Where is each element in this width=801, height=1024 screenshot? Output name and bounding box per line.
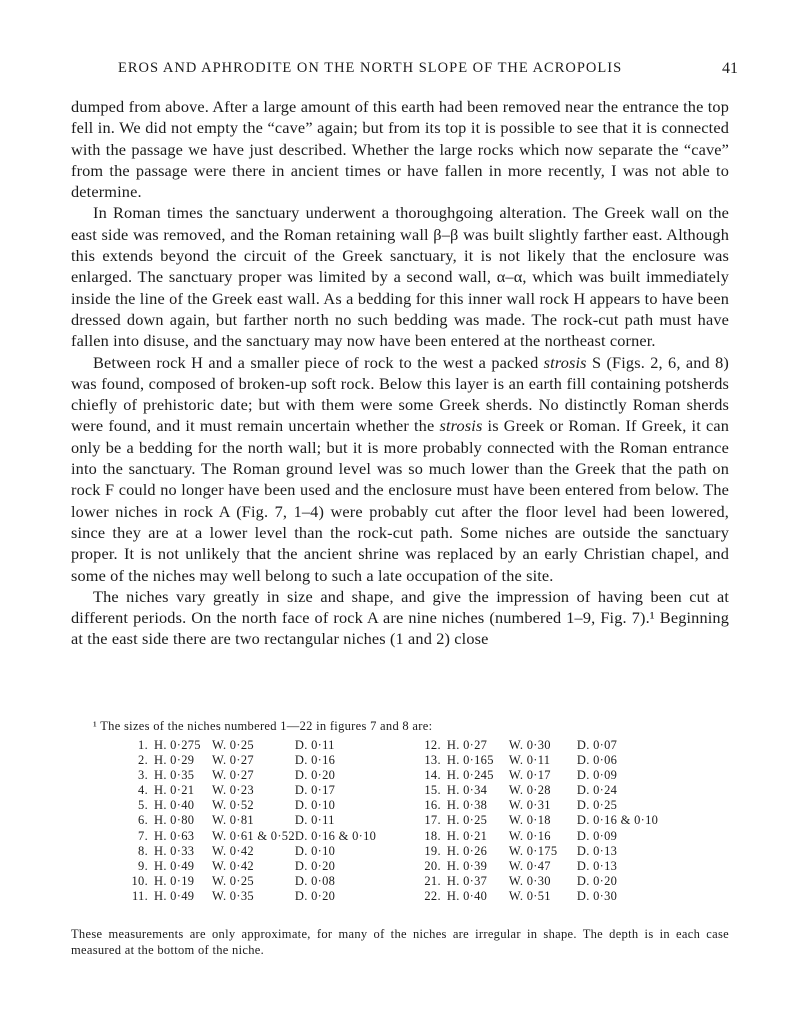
niche-number-cell: 19. [424,843,441,858]
depth-cell: D. 0·09 [576,828,618,843]
width-cell: W. 0·42 [212,843,254,858]
depth-cell: D. 0·10 [294,843,336,858]
width-cell: W. 0·30 [508,873,551,888]
height-cell: H. 0·25 [446,813,488,828]
height-cell: H. 0·29 [154,753,195,768]
niche-number-cell: 8. [138,843,148,858]
height-cell: H. 0·34 [446,783,488,798]
height-cell: H. 0·165 [446,753,494,768]
niche-number-cell: 11. [131,888,148,903]
height-cell: H. 0·21 [154,783,195,798]
running-title: EROS AND APHRODITE ON THE NORTH SLOPE OF THE ACROPOLIS [118,60,623,76]
table-row [118,783,658,798]
width-cell: W. 0·61 & 0·52 [212,828,295,843]
width-cell: W. 0·27 [212,768,254,783]
width-cell: W. 0·11 [508,753,551,768]
depth-cell: D. 0·16 & 0·10 [576,813,659,828]
width-cell: W. 0·52 [212,798,254,813]
depth-cell: D. 0·20 [294,768,336,783]
table-row [118,738,658,753]
depth-cell: D. 0·10 [294,798,336,813]
height-cell: H. 0·26 [446,843,488,858]
niche-number-cell: 21. [424,873,441,888]
height-cell: H. 0·80 [154,813,195,828]
table-row [118,829,658,844]
height-cell: H. 0·21 [446,828,488,843]
italic-term: strosis [543,352,587,372]
niche-number-cell: 22. [424,888,441,903]
niche-number-cell: 20. [424,858,441,873]
body-text [71,96,729,650]
height-cell: H. 0·33 [154,843,195,858]
niche-number-cell: 10. [131,873,148,888]
depth-cell: D. 0·06 [576,753,618,768]
footnote-note [71,926,729,958]
width-cell: W. 0·81 [212,813,254,828]
table-row [118,874,658,889]
italic-term: strosis [439,416,483,436]
height-cell: H. 0·63 [154,828,195,843]
width-cell: W. 0·47 [508,858,551,873]
depth-cell: D. 0·16 & 0·10 [294,828,377,843]
table-row [118,753,658,768]
height-cell: H. 0·39 [446,858,488,873]
niche-number-cell: 9. [138,858,148,873]
niche-number-cell: 15. [424,783,441,798]
niche-measurements-table [118,738,658,904]
depth-cell: D. 0·13 [576,858,618,873]
width-cell: W. 0·28 [508,783,551,798]
height-cell: H. 0·40 [154,798,195,813]
height-cell: H. 0·35 [154,768,195,783]
depth-cell: D. 0·13 [576,843,618,858]
table-row [118,859,658,874]
height-cell: H. 0·27 [446,738,488,752]
height-cell: H. 0·38 [446,798,488,813]
table-row [118,768,658,783]
table-row [118,889,658,904]
height-cell: H. 0·49 [154,858,195,873]
width-cell: W. 0·27 [212,753,254,768]
width-cell: W. 0·18 [508,813,551,828]
depth-cell: D. 0·07 [576,738,618,752]
height-cell: H. 0·19 [154,873,195,888]
depth-cell: D. 0·20 [576,873,618,888]
height-cell: H. 0·49 [154,888,195,903]
niche-number-cell: 14. [424,768,441,783]
depth-cell: D. 0·24 [576,783,618,798]
depth-cell: D. 0·20 [294,888,336,903]
height-cell: H. 0·40 [446,888,488,903]
niche-number-cell: 12. [424,738,441,752]
paragraph-1: dumped from above. After a large amount of this earth had been removed near the entrance the top fell in. We did not empty the “cave” again; but from its top it is possible to see that it is connected with the passage we have just described. Whether the large rocks which now separate the “cave” from the passage were there in ancient times or have fallen in more recently, I was not able to determine. [71,97,729,202]
depth-cell: D. 0·11 [294,738,335,752]
depth-cell: D. 0·16 [294,753,336,768]
paragraph-4: The niches vary greatly in size and shape, and give the impression of having been cut at different periods. On the north face of rock A are nine niches (numbered 1–9, Fig. 7).¹ Beginning at the east side there are two rectangular niches (1 and 2) close [71,586,729,649]
running-header [118,60,738,82]
footnote-intro: ¹ The sizes of the niches numbered 1—22 in figures 7 and 8 are: [93,719,433,733]
niche-number-cell: 4. [138,783,148,798]
niche-number-cell: 5. [138,798,148,813]
niche-number-cell: 18. [424,828,441,843]
height-cell: H. 0·245 [446,768,494,783]
niche-number-cell: 16. [424,798,441,813]
width-cell: W. 0·23 [212,783,254,798]
depth-cell: D. 0·20 [294,858,336,873]
table-row [118,813,658,828]
paragraph-2: In Roman times the sanctuary underwent a thoroughgoing alteration. The Greek wall on the east side was removed, and the Roman retaining wall β–β was built slightly farther east. Although this extends beyond the circuit of the Greek sanctuary, it is not likely that the enclosure was enlarged. The sanctuary proper was limited by a second wall, α–α, which was built immediately inside the line of the Greek east wall. As a bedding for this inner wall rock H appears to have been dressed down again, but farther north no such bedding was made. The rock-cut path must have fallen into disuse, and the sanctuary may now have been entered at the northeast corner. [71,203,729,351]
width-cell: W. 0·51 [508,888,551,903]
width-cell: W. 0·31 [508,798,551,813]
height-cell: H. 0·37 [446,873,488,888]
width-cell: W. 0·175 [508,843,558,858]
width-cell: W. 0·25 [212,873,254,888]
niche-number-cell: 3. [138,768,148,783]
footnote-note-text: These measurements are only approximate, for many of the niches are irregular in shape. The depth is in each case measured at the bottom of the niche. [71,927,729,957]
width-cell: W. 0·42 [212,858,254,873]
width-cell: W. 0·25 [212,738,254,752]
depth-cell: D. 0·17 [294,783,336,798]
niche-number-cell: 13. [424,753,441,768]
depth-cell: D. 0·11 [294,813,335,828]
height-cell: H. 0·275 [154,738,201,752]
table-row [118,844,658,859]
depth-cell: D. 0·09 [576,768,618,783]
table-row [118,798,658,813]
niche-number-cell: 6. [138,813,148,828]
page-number: 41 [722,60,738,77]
depth-cell: D. 0·30 [576,888,618,903]
niche-number-cell: 17. [424,813,441,828]
depth-cell: D. 0·08 [294,873,336,888]
width-cell: W. 0·17 [508,768,551,783]
paragraph-3: Between rock H and a smaller piece of rock to the west a packed strosis S (Figs. 2, 6, and 8) was found, composed of broken-up soft rock. Below this layer is an earth fill containing potsherds chiefly of prehistoric date; but with them were some Greek sherds. No distinctly Roman sherds were found, and it must remain uncertain whether the strosis is Greek or Roman. If Greek, it can only be a bedding for the north wall; but it is more probably connected with the Roman entrance into the sanctuary. The Roman ground level was so much lower than the Greek that the path on rock F could no longer have been used and the enclosure must have been entered from below. The lower niches in rock A (Fig. 7, 1–4) were probably cut after the floor level had been lowered, since they are at a lower level than the rock-cut path. Some niches are outside the sanctuary proper. It is not unlikely that the ancient shrine was replaced by an early Christian chapel, and some of the niches may well belong to such a late occupation of the site. [71,352,730,585]
niche-number-cell: 2. [138,753,148,768]
width-cell: W. 0·35 [212,888,254,903]
depth-cell: D. 0·25 [576,798,618,813]
niche-number-cell: 7. [138,828,148,843]
width-cell: W. 0·30 [508,738,551,752]
niche-number-cell: 1. [138,738,148,752]
width-cell: W. 0·16 [508,828,551,843]
